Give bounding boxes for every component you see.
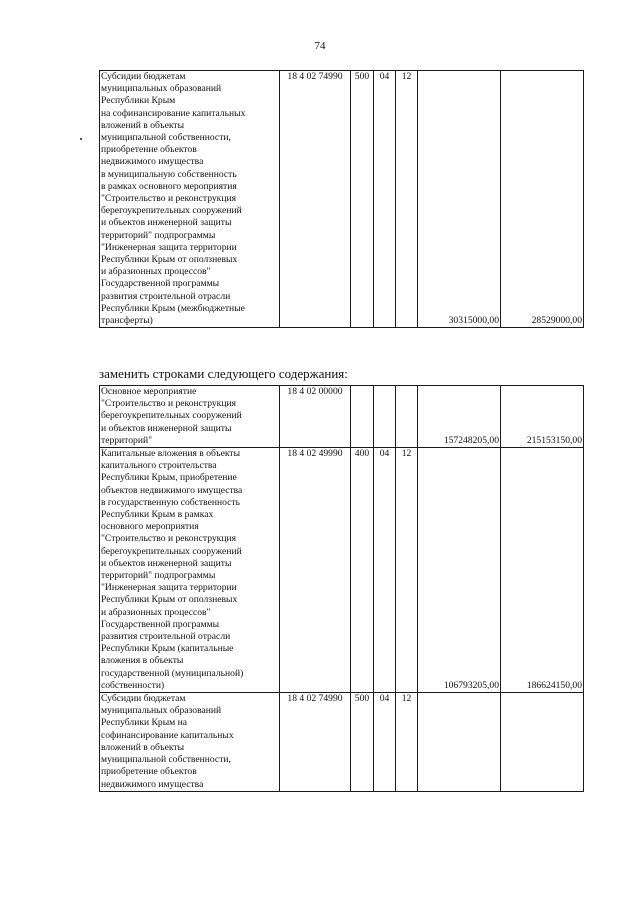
- budget-table-original: [99, 70, 584, 328]
- table-row: [100, 693, 584, 792]
- expense-type-code: [351, 386, 374, 448]
- row-name: Основное мероприятие "Строительство и реконструкция берегоукрепительных сооружений и объектов инженерной защиты территорий": [100, 386, 280, 448]
- margin-mark: [80, 138, 82, 140]
- subsection-code: 12: [396, 71, 418, 328]
- amount-year-2: 186624150,00: [501, 448, 584, 693]
- subsection-code: 12: [396, 448, 418, 693]
- expense-type-code: 400: [351, 448, 374, 693]
- section-code: 04: [374, 71, 396, 328]
- section-code: 04: [374, 448, 396, 693]
- table-row: [100, 448, 584, 693]
- table-row: [100, 386, 584, 448]
- table-row: [100, 71, 584, 328]
- target-article-code: 18 4 02 00000: [280, 386, 351, 448]
- target-article-code: 18 4 02 74990: [280, 71, 351, 328]
- amount-year-2: 28529000,00: [501, 71, 584, 328]
- subsection-code: [396, 386, 418, 448]
- replacement-instruction: заменить строками следующего содержания:: [99, 366, 348, 381]
- section-code: [374, 386, 396, 448]
- target-article-code: 18 4 02 74990: [280, 693, 351, 792]
- page-number: 74: [314, 40, 326, 52]
- subsection-code: 12: [396, 693, 418, 792]
- row-name: Капитальные вложения в объекты капитального строительства Республики Крым, приобретение объектов недвижимого имущества в государственную собственность Республики Крым в рамках основного мероприятия "Строительство и реконструкция берегоукрепительных сооружений и объектов инженерной защиты территорий" подпрограммы "Инженерная защита территории Республики Крым от оползневых и абразионных процессов" Государственной программы развития строительной отрасли Республики Крым (капитальные вложения в объекты государственной (муниципальной) собственности): [100, 448, 280, 693]
- section-code: 04: [374, 693, 396, 792]
- row-name: Субсидии бюджетам муниципальных образований Республики Крым на софинансирование капитальных вложений в объекты муниципальной собственности, приобретение объектов недвижимого имущества: [100, 693, 280, 792]
- amount-year-1: 30315000,00: [418, 71, 501, 328]
- amount-year-1: 106793205,00: [418, 448, 501, 693]
- row-name: Субсидии бюджетам муниципальных образований Республики Крым на софинансирование капитальных вложений в объекты муниципальной собственности, приобретение объектов недвижимого имущества в муниципальную собственность в рамках основного мероприятия "Строительство и реконструкция берегоукрепительных сооружений и объектов инженерной защиты территорий" подпрограммы "Инженерная защита территории Республики Крым от оползневых и абразионных процессов" Государственной программы развития строительной отрасли Республики Крым (межбюджетные трансферты): [100, 71, 280, 328]
- expense-type-code: 500: [351, 71, 374, 328]
- expense-type-code: 500: [351, 693, 374, 792]
- amount-year-1: [418, 693, 501, 792]
- amount-year-2: 215153150,00: [501, 386, 584, 448]
- amount-year-1: 157248205,00: [418, 386, 501, 448]
- budget-table-replacement: [99, 385, 584, 792]
- target-article-code: 18 4 02 49990: [280, 448, 351, 693]
- amount-year-2: [501, 693, 584, 792]
